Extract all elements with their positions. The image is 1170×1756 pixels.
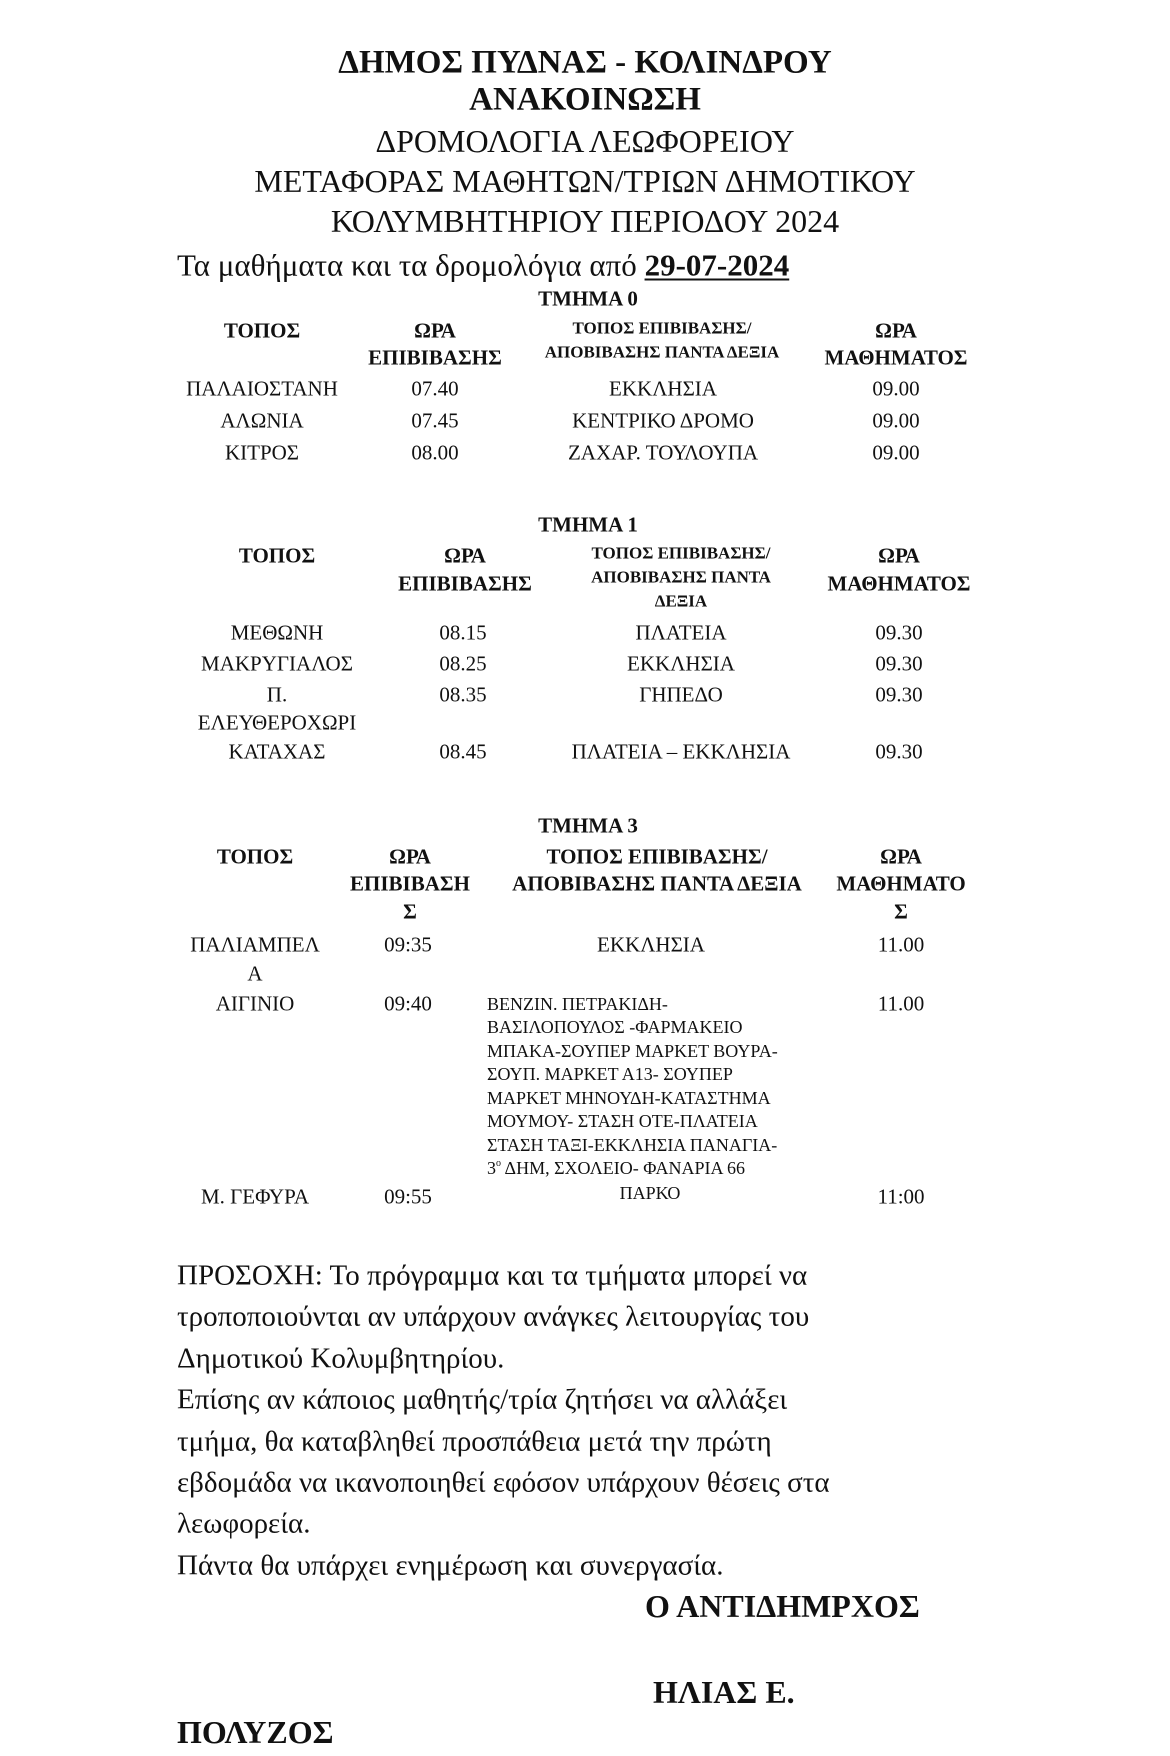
cell-boarding: 09:55	[384, 1184, 432, 1209]
cell-stop: ΚΕΝΤΡΙΚΟ ΔΡΟΜΟ	[572, 408, 754, 433]
header-stop: ΑΠΟΒΙΒΑΣΗΣ ΠΑΝΤΑ ΔΕΞΙΑ	[544, 342, 780, 362]
ordinal-superscript: ο	[496, 1158, 501, 1169]
cell-stop: ΠΑΡΚΟ	[619, 1183, 681, 1203]
cell-place: Μ. ΓΕΦΥΡΑ	[200, 1184, 310, 1209]
cell-lesson: 09.00	[872, 440, 920, 465]
cell-place: Α	[247, 961, 263, 986]
announcement-title: ΑΝΑΚΟΙΝΩΣΗ	[469, 81, 701, 118]
header-boarding-time: Σ	[403, 899, 417, 924]
header-lesson-time: ΜΑΘΗΜΑΤΟΣ	[824, 345, 968, 370]
cell-stop: ΖΑΧΑΡ. ΤΟΥΛΟΥΠΑ	[567, 440, 759, 465]
cell-stop-line: ΣΤΑΣΗ ΤΑΞΙ-ΕΚΚΛΗΣΙΑ ΠΑΝΑΓΙΑ-	[487, 1135, 778, 1155]
cell-lesson: 09.30	[875, 620, 923, 645]
header-stop: ΤΟΠΟΣ ΕΠΙΒΙΒΑΣΗΣ/	[546, 844, 768, 869]
header-stop: ΤΟΠΟΣ ΕΠΙΒΙΒΑΣΗΣ/	[572, 318, 752, 338]
cell-boarding: 09:35	[384, 932, 432, 957]
signature-name: ΗΛΙΑΣ Ε.	[653, 1674, 795, 1710]
subtitle-line-3: ΚΟΛΥΜΒΗΤΗΡΙΟΥ ΠΕΡΙΟΔΟΥ 2024	[330, 203, 840, 239]
notice-line: τμήμα, θα καταβληθεί προσπάθεια μετά την πρώτη	[177, 1425, 772, 1458]
cell-stop: ΕΚΚΛΗΣΙΑ	[597, 932, 705, 957]
cell-place: ΜΕΘΩΝΗ	[230, 620, 324, 645]
cell-place: ΕΛΕΥΘΕΡΟΧΩΡΙ	[197, 710, 357, 735]
intro-text: Τα μαθήματα και τα δρομολόγια από	[177, 247, 645, 283]
intro-date: 29-07-2024	[644, 247, 790, 283]
cell-place: ΚΙΤΡΟΣ	[224, 440, 300, 465]
header-boarding-time: ΩΡΑ	[414, 318, 456, 343]
header-lesson-time: ΜΑΘΗΜΑΤΟ	[836, 871, 966, 896]
cell-boarding: 08.45	[439, 739, 487, 764]
cell-stop: ΠΛΑΤΕΙΑ	[635, 620, 727, 645]
header-place: ΤΟΠΟΣ	[216, 844, 294, 869]
cell-place: ΜΑΚΡΥΓΙΑΛΟΣ	[201, 651, 353, 676]
header-boarding-time: ΕΠΙΒΙΒΑΣΗΣ	[368, 345, 502, 370]
notice-line: λεωφορεία.	[177, 1507, 311, 1540]
section-title: ΤΜΗΜΑ 0	[538, 286, 638, 311]
cell-stop: ΕΚΚΛΗΣΙΑ	[609, 376, 717, 401]
header-stop: ΔΕΞΙΑ	[654, 591, 708, 611]
cell-lesson: 11:00	[877, 1184, 925, 1209]
intro-line	[177, 247, 790, 283]
subtitle-line-1: ΔΡΟΜΟΛΟΓΙΑ ΛΕΩΦΟΡΕΙΟΥ	[375, 123, 795, 159]
cell-place: ΚΑΤΑΧΑΣ	[228, 739, 326, 764]
signature-role: Ο ΑΝΤΙΔΗΜΡΧΟΣ	[645, 1588, 920, 1624]
cell-lesson: 09.00	[872, 408, 920, 433]
cell-stop-line: ΒΑΣΙΛΟΠΟΥΛΟΣ -ΦΑΡΜΑΚΕΙΟ	[487, 1017, 743, 1037]
cell-boarding: 08.25	[439, 651, 487, 676]
section-title: ΤΜΗΜΑ 1	[538, 512, 638, 537]
section-title: ΤΜΗΜΑ 3	[538, 813, 638, 838]
cell-stop-line: ΣΟΥΠ. ΜΑΡΚΕΤ Α13- ΣΟΥΠΕΡ	[487, 1064, 733, 1084]
cell-stop: ΓΗΠΕΔΟ	[639, 682, 723, 707]
cell-boarding: 08.15	[439, 620, 487, 645]
cell-stop-line: ΒΕΝΖΙΝ. ΠΕΤΡΑΚΙΔΗ-	[487, 994, 668, 1014]
cell-place: ΠΑΛΙΑΜΠΕΛ	[190, 932, 320, 957]
notice-line: Πάντα θα υπάρχει ενημέρωση και συνεργασία.	[177, 1549, 724, 1582]
header-stop: ΤΟΠΟΣ ΕΠΙΒΙΒΑΣΗΣ/	[591, 543, 771, 563]
header-place: ΤΟΠΟΣ	[223, 318, 301, 343]
header-lesson-time: ΜΑΘΗΜΑΤΟΣ	[827, 571, 971, 596]
header-boarding-time: ΩΡΑ	[444, 543, 486, 568]
cell-place: ΠΑΛΑΙΟΣΤΑΝΗ	[186, 376, 338, 401]
municipality-title: ΔΗΜΟΣ ΠΥΔΝΑΣ - ΚΟΛΙΝΔΡΟΥ	[338, 44, 832, 81]
cell-lesson: 09.30	[875, 682, 923, 707]
cell-stop: ΠΛΑΤΕΙΑ – ΕΚΚΛΗΣΙΑ	[571, 739, 791, 764]
ordinal-rest: ΔΗΜ, ΣΧΟΛΕΙΟ- ΦΑΝΑΡΙΑ 66	[501, 1158, 746, 1178]
notice-line: Επίσης αν κάποιος μαθητής/τρία ζητήσει να αλλάξει	[177, 1383, 788, 1416]
cell-stop-line: ΜΑΡΚΕΤ ΜΗΝΟΥΔΗ-ΚΑΤΑΣΤΗΜΑ	[487, 1088, 771, 1108]
header-lesson-time: ΩΡΑ	[880, 844, 922, 869]
header-lesson-time: ΩΡΑ	[875, 318, 917, 343]
cell-stop: ΕΚΚΛΗΣΙΑ	[627, 651, 735, 676]
cell-lesson: 11.00	[877, 932, 925, 957]
ordinal-number: 3	[487, 1158, 496, 1178]
cell-stop-line: ΜΠΑΚΑ-ΣΟΥΠΕΡ ΜΑΡΚΕΤ ΒΟΥΡΑ-	[487, 1041, 778, 1061]
header-stop: ΑΠΟΒΙΒΑΣΗΣ ΠΑΝΤΑ ΔΕΞΙΑ	[512, 871, 802, 896]
cell-boarding: 08.35	[439, 682, 487, 707]
cell-boarding: 07.45	[411, 408, 459, 433]
header-boarding-time: ΩΡΑ	[389, 844, 431, 869]
cell-stop-line: ΜΟΥΜΟΥ- ΣΤΑΣΗ ΟΤΕ-ΠΛΑΤΕΙΑ	[487, 1111, 758, 1131]
subtitle-line-2: ΜΕΤΑΦΟΡΑΣ ΜΑΘΗΤΩΝ/ΤΡΙΩΝ ΔΗΜΟΤΙΚΟΥ	[254, 163, 916, 199]
signature-surname: ΠΟΛΥΖΟΣ	[177, 1714, 334, 1750]
header-stop: ΑΠΟΒΙΒΑΣΗΣ ΠΑΝΤΑ	[591, 567, 771, 587]
cell-place: ΑΙΓΙΝΙΟ	[215, 991, 295, 1016]
cell-lesson: 09.30	[875, 651, 923, 676]
cell-place: Π.	[266, 682, 288, 707]
header-lesson-time: Σ	[894, 899, 908, 924]
cell-place: ΑΛΩΝΙΑ	[220, 408, 304, 433]
header-lesson-time: ΩΡΑ	[878, 543, 920, 568]
cell-lesson: 11.00	[877, 991, 925, 1016]
header-place: ΤΟΠΟΣ	[238, 543, 316, 568]
cell-stop-line	[487, 1159, 745, 1177]
cell-lesson: 09.00	[872, 376, 920, 401]
cell-lesson: 09.30	[875, 739, 923, 764]
cell-boarding: 09:40	[384, 991, 432, 1016]
cell-boarding: 07.40	[411, 376, 459, 401]
notice-line: τροποποιούνται αν υπάρχουν ανάγκες λειτουργίας του	[177, 1300, 810, 1333]
notice-line: ΠΡΟΣΟΧΗ: Το πρόγραμμα και τα τμήματα μπορεί να	[177, 1259, 808, 1292]
header-boarding-time: ΕΠΙΒΙΒΑΣΗ	[350, 871, 470, 896]
notice-line: Δημοτικού Κολυμβητηρίου.	[177, 1342, 505, 1375]
notice-line: εβδομάδα να ικανοποιηθεί εφόσον υπάρχουν θέσεις στα	[177, 1466, 830, 1499]
cell-boarding: 08.00	[411, 440, 459, 465]
header-boarding-time: ΕΠΙΒΙΒΑΣΗΣ	[398, 571, 532, 596]
